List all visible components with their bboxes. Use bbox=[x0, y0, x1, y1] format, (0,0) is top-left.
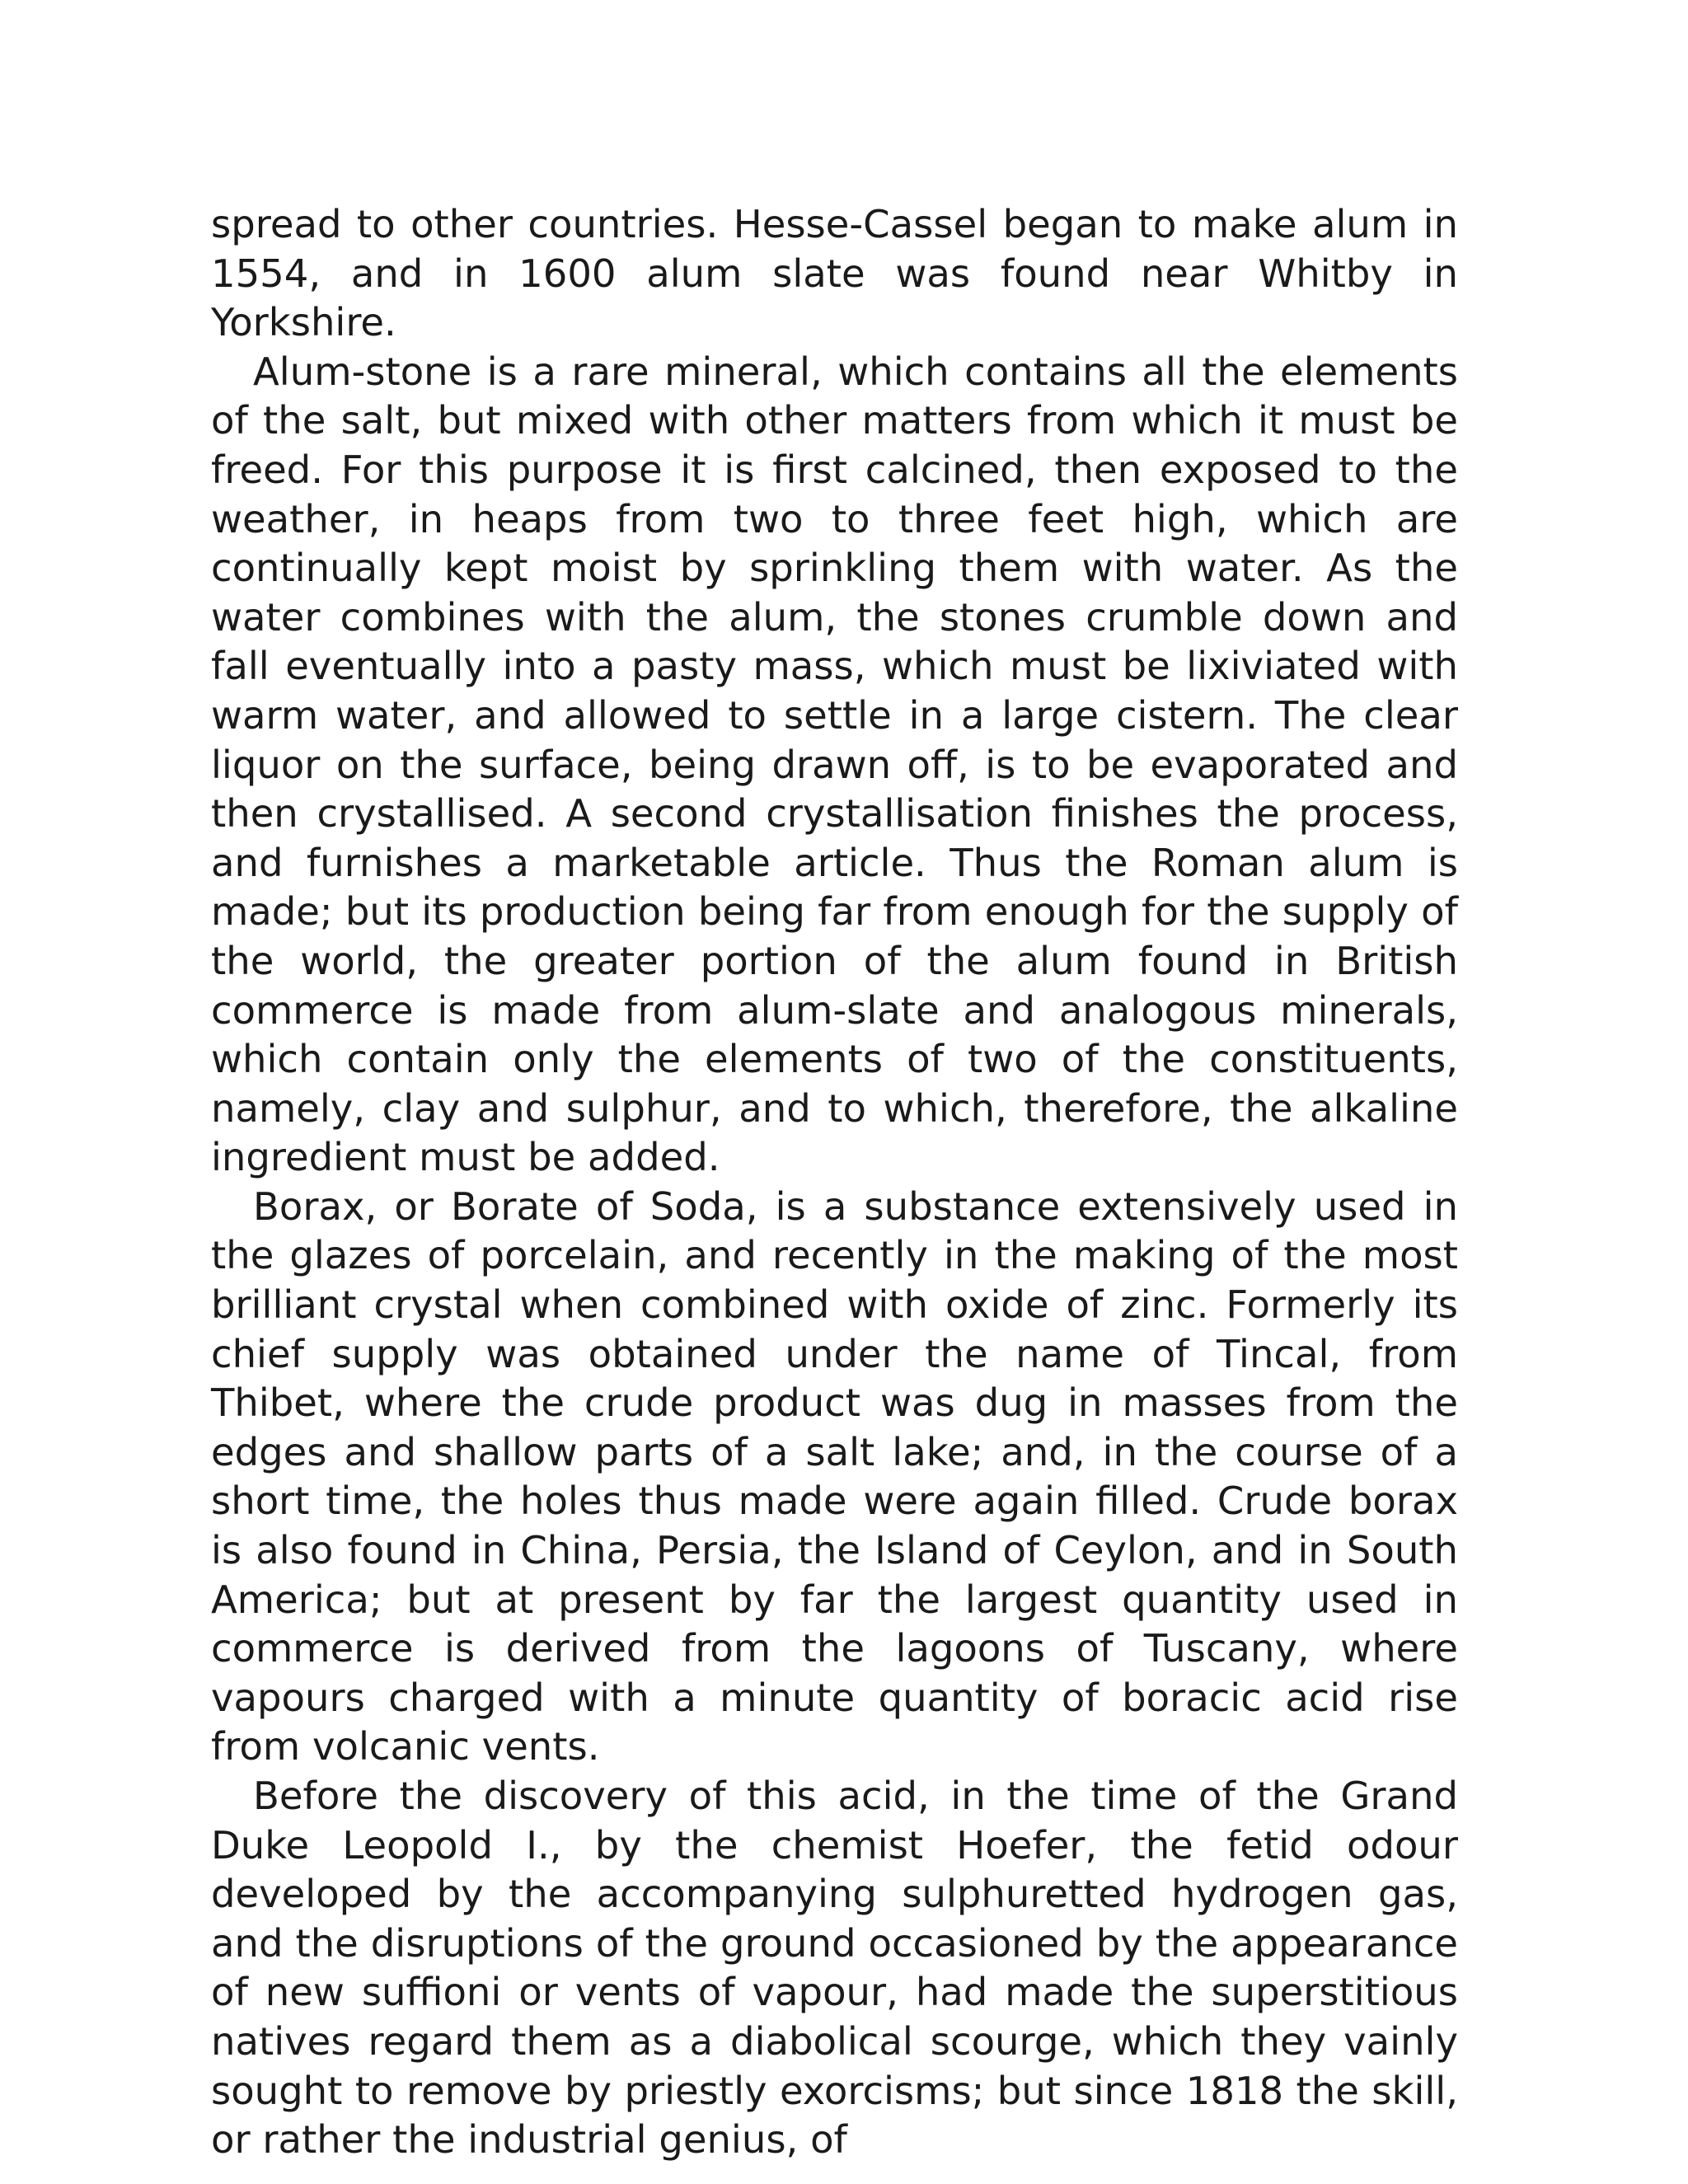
paragraph-alum-stone: Alum-stone is a rare mineral, which contains all the elements of the salt, but mixed with other matters from which it must be freed. For this purpose it is first calcined, then exposed to the weather, in heaps from two to three feet high, which are continually kept moist by sprinkling them with water. As the water combines with the alum, the stones crumble down and fall eventually into a pasty mass, which must be lixiviated with warm water, and allowed to settle in a large cistern. The clear liquor on the surface, being drawn off, is to be evaporated and then crystallised. A second crystallisation finishes the process, and furnishes a marketable article. Thus the Roman alum is made; but its production being far from enough for the supply of the world, the greater portion of the alum found in British commerce is made from alum-slate and analogous minerals, which contain only the elements of two of the constituents, namely, clay and sulphur, and to which, therefore, the alkaline ingredient must be added. bbox=[211, 349, 1458, 1180]
paragraph-alum-spread: spread to other countries. Hesse-Cassel began to make alum in 1554, and in 1600 alum slate was found near Whitby in Yorkshire. bbox=[211, 202, 1458, 345]
paragraph-borax: Borax, or Borate of Soda, is a substance extensively used in the glazes of porcelain, and recently in the making of the most brilliant crystal when combined with oxide of zinc. Formerly its chief supply was obtained under the name of Tincal, from Thibet, where the crude product was dug in masses from the edges and shallow parts of a salt lake; and, in the course of a short time, the holes thus made were again filled. Crude borax is also found in China, Persia, the Island of Ceylon, and in South America; but at present by far the largest quantity used in commerce is derived from the lagoons of Tuscany, where vapours charged with a minute quantity of boracic acid rise from volcanic vents. bbox=[211, 1183, 1458, 1769]
paragraph-boracic-acid-discovery: Before the discovery of this acid, in the time of the Grand Duke Leopold I., by the chemist Hoefer, the fetid odour developed by the accompanying sulphuretted hydrogen gas, and the disruptions of the ground occasioned by the appearance of new suffioni or vents of vapour, had made the superstitious natives regard them as a diabolical scourge, which they vainly sought to remove by priestly exorcisms; but since 1818 the skill, or rather the industrial genius, of bbox=[211, 1774, 1458, 2163]
document-page bbox=[211, 200, 1458, 2165]
